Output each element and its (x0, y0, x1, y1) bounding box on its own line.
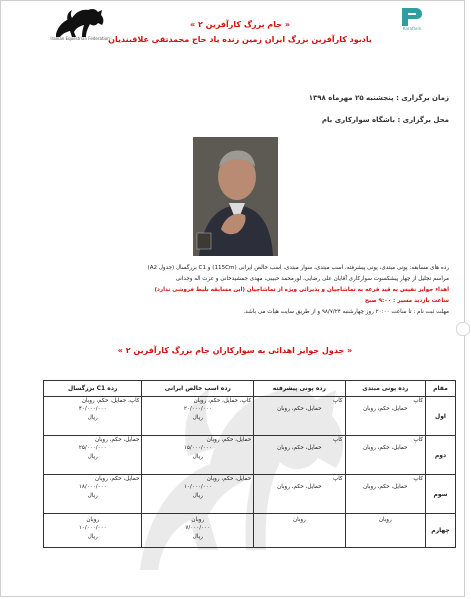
prize-amount: ۴۰/۰۰۰/۰۰۰ (78, 406, 107, 412)
prize-cell (142, 397, 254, 436)
prize-cell (345, 475, 425, 514)
header-c1-adult: رده C1 بزرگسال (44, 381, 142, 397)
prize-line: کاپ، حمایل، حکم، روبان (81, 398, 140, 404)
prize-line: کاپ (413, 437, 423, 443)
prize-cell (345, 514, 425, 548)
prize-amount: ۷/۰۰۰/۰۰۰ (185, 525, 211, 531)
rank-cell: چهارم (426, 514, 456, 548)
prize-cell (254, 436, 345, 475)
prize-currency: ریال (87, 454, 98, 460)
portrait-figure-icon (193, 137, 278, 256)
scroll-indicator[interactable] (456, 322, 470, 336)
prize-amount: ۲۵/۰۰۰/۰۰۰ (78, 445, 107, 451)
event-time: زمان برگزاری : پنجشنبه ۲۵ مهرماه ۱۳۹۸ (308, 94, 449, 102)
detail-registration-deadline: مهلت ثبت نام : تا ساعت ۲۰:۰۰ روز چهارشنبه ۹۸/۷/۲۴ و از طریق سایت هیات می باشد. (243, 309, 449, 315)
prize-cell (254, 514, 345, 548)
prize-line: روبان (86, 517, 100, 523)
prize-line: کاپ (413, 476, 423, 482)
table-header-row (44, 381, 456, 397)
prize-cell (44, 436, 142, 475)
prize-line: حمایل، حکم، روبان (363, 484, 408, 490)
memorial-portrait (193, 137, 278, 256)
table-row (44, 397, 456, 436)
prize-currency: ریال (87, 493, 98, 499)
prize-line: روبان (191, 517, 205, 523)
event-place: محل برگزاری : باشگاه سوارکاری بام (321, 116, 449, 124)
prize-table-title: « جدول جوایز اهدائی به سوارکاران جام بزرگ کارآفرین ۲ » (117, 346, 353, 355)
table-row (44, 514, 456, 548)
prize-amount: ۲۰/۰۰۰/۰۰۰ (183, 406, 212, 412)
prize-line: کاپ (332, 398, 343, 404)
prize-line: حمایل، حکم، روبان (206, 476, 252, 482)
table-row (44, 436, 456, 475)
header-pony-advanced: رده پونی پیشرفته (254, 381, 345, 397)
detail-spectator-prizes: اهداء جوایز نفیس به قید قرعه به تماشاچیان و پذیرائی ویژه از تماشاچیان (این مسابقه بلیط فروشی ندارد) (154, 287, 449, 293)
prize-table (43, 380, 456, 548)
prize-line: حمایل، حکم، روبان (363, 445, 408, 451)
prize-amount: ۱۸/۰۰۰/۰۰۰ (78, 484, 107, 490)
rank-cell: دوم (426, 436, 456, 475)
detail-course-walk: ساعت بازدید مسیر : ۹:۰۰ صبح (364, 298, 449, 304)
prize-amount: ۱۰/۰۰۰/۰۰۰ (78, 525, 107, 531)
federation-logo-caption: Iranian Equestrian Federation (50, 36, 110, 41)
prize-currency: ریال (192, 534, 203, 540)
rank-cell: اول (426, 397, 456, 436)
prize-currency: ریال (87, 415, 98, 421)
table-row (44, 475, 456, 514)
prize-line: کاپ، حمایل، حکم، روبان (193, 398, 252, 404)
prize-cell (142, 436, 254, 475)
prize-line: کاپ (332, 476, 343, 482)
event-title: « جام بزرگ کارآفرین ۲ » (190, 20, 290, 29)
prize-cell (44, 397, 142, 436)
header-pony-beginner: رده پونی مبتدی (345, 381, 425, 397)
header-iranian-horse: رده اسب خالص ایرانی (142, 381, 254, 397)
rank-cell: سوم (426, 475, 456, 514)
prize-line: کاپ (332, 437, 343, 443)
prize-line: کاپ (413, 398, 423, 404)
prize-currency: ریال (192, 454, 203, 460)
prize-cell (254, 475, 345, 514)
prize-line: حمایل، حکم، روبان (95, 437, 140, 443)
prize-currency: ریال (87, 534, 98, 540)
header-rank: مقام (426, 381, 456, 397)
prize-cell (254, 397, 345, 436)
detail-honoring: مراسم تجلیل از چهار پیشکسوت سوارکاری آقایان علی رضایی، لورمحمد حبیبی، مهدی جمشیدخانی و عزت اله وجدانی (175, 276, 449, 282)
prize-line: حمایل، حکم، روبان (277, 406, 322, 412)
prize-cell (44, 514, 142, 548)
event-details-list (29, 263, 449, 318)
prize-line: حمایل، حکم، روبان (95, 476, 140, 482)
prize-line: حمایل، حکم، روبان (206, 437, 252, 443)
prize-amount: ۱۵/۰۰۰/۰۰۰ (183, 445, 212, 451)
prize-cell (44, 475, 142, 514)
prize-cell (345, 397, 425, 436)
prize-line: حمایل، حکم، روبان (363, 406, 408, 412)
prize-line: روبان (378, 517, 392, 523)
prize-cell (142, 475, 254, 514)
prize-currency: ریال (192, 493, 203, 499)
prize-currency: ریال (192, 415, 203, 421)
prize-line: حمایل، حکم، روبان (277, 484, 322, 490)
karafarin-logo-caption: Karafarin (402, 26, 422, 31)
prize-amount: ۱۰/۰۰۰/۰۰۰ (183, 484, 212, 490)
prize-cell (345, 436, 425, 475)
prize-cell (142, 514, 254, 548)
detail-categories: رده های مسابقه: پونی مبتدی، پونی پیشرفته، اسب مبتدی، سوار مبتدی، اسب خالص ایرانی (115Cm) و C1 بزرگسال (جدول A2) (147, 265, 449, 271)
prize-line: روبان (292, 517, 306, 523)
event-subtitle: یادبود کارآفرین بزرگ ایران زمین زنده یاد حاج محمدتقی علاقبندیان (108, 35, 372, 44)
prize-line: حمایل، حکم، روبان (277, 445, 322, 451)
